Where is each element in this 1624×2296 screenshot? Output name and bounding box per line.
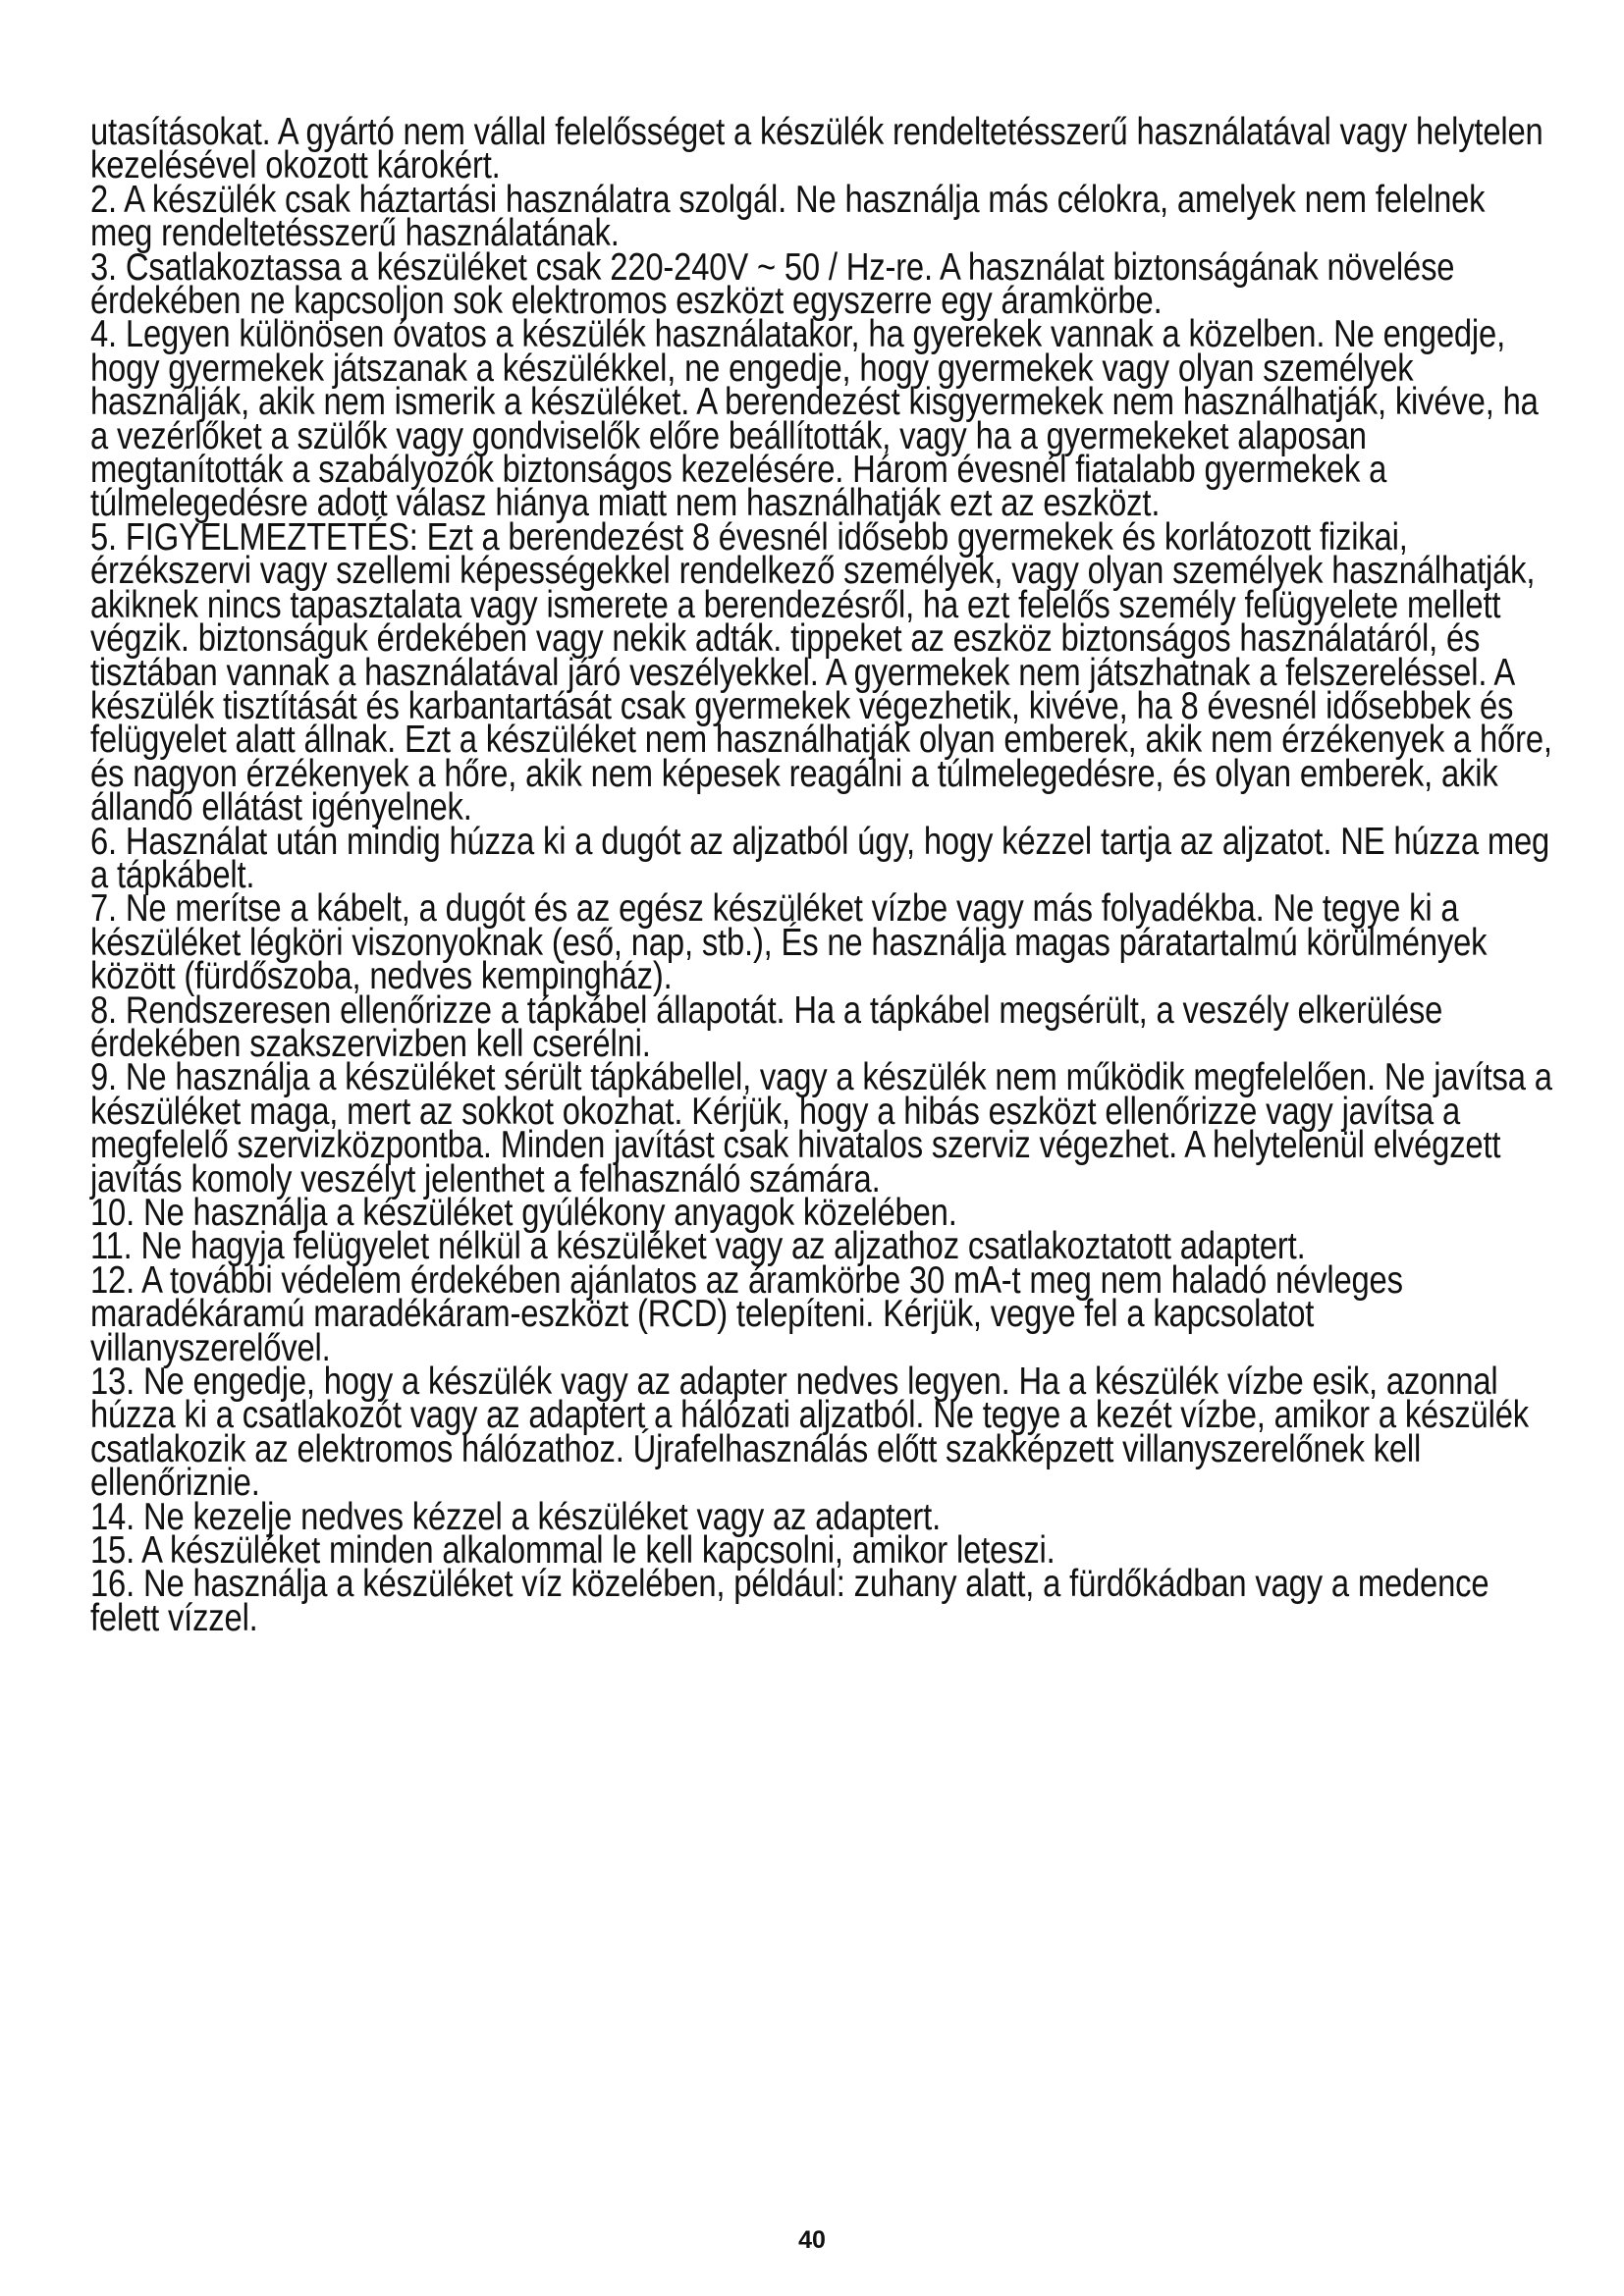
- paragraph-item-14: 14. Ne kezelje nedves kézzel a készüléket vagy az adaptert.: [90, 1495, 942, 1538]
- paragraph-item-6: 6. Használat után mindig húzza ki a dugót az aljzatból úgy, hogy kézzel tartja az aljzatot. NE húzza meg a tápkábelt.: [90, 820, 1550, 896]
- page-number: 40: [798, 2226, 826, 2254]
- paragraph-item-4: 4. Legyen különösen óvatos a készülék használatakor, ha gyerekek vannak a közelben. Ne engedje, hogy gyermekek játszanak a készülékkel, ne engedje, hogy gyermekek vagy olyan személyek használják, akik nem ismerik a készüléket. A berendezést kisgyermekek nem használhatják, kivéve, ha a vezérlőket a szülők vagy gondviselők előre beállították, vagy ha a gyermekeket alaposan megtanították a szabályozók biztonságos kezelésére. Három évesnél fiatalabb gyermekek a túlmelegedésre adott válasz hiánya miatt nem használhatják ezt az eszközt.: [90, 313, 1539, 525]
- paragraph-item-2: 2. A készülék csak háztartási használatra szolgál. Ne használja más célokra, amelyek nem felelnek meg rendeltetésszerű használatának.: [90, 178, 1486, 255]
- paragraph-item-12: 12. A további védelem érdekében ajánlatos az áramkörbe 30 mA-t meg nem haladó névleges maradékáramú maradékáram-eszközt (RCD) telepíteni. Kérjük, vegye fel a kapcsolatot villanyszerelővel.: [90, 1258, 1403, 1369]
- paragraph-item-5-warning: 5. FIGYELMEZTETÉS: Ezt a berendezést 8 évesnél idősebb gyermekek és korlátozott fizikai, érzékszervi vagy szellemi képességekkel rendelkező személyek, vagy olyan személyek használhatják, akiknek nincs tapasztalata vagy ismerete a berendezésről, ha ezt felelős személy felügyelete mellett végzik. biztonságuk érdekében vagy nekik adták. tippeket az eszköz biztonságos használatáról, és tisztában vannak a használatával járó veszélyekkel. A gyermekek nem játszhatnak a felszereléssel. A készülék tisztítását és karbantartását csak gyermekek végezhetik, kivéve, ha 8 évesnél idősebbek és felügyelet alatt állnak. Ezt a készüléket nem használhatják olyan emberek, akik nem érzékenyek a hőre, és nagyon érzékenyek a hőre, akik nem képesek reagálni a túlmelegedésre, és olyan emberek, akik állandó ellátást igényelnek.: [90, 515, 1552, 829]
- paragraph-item-7: 7. Ne merítse a kábelt, a dugót és az egész készüléket vízbe vagy más folyadékba. Ne tegye ki a készüléket légköri viszonyoknak (eső, nap, stb.), És ne használja magas páratartalmú körülmények között (fürdőszoba, nedves kempingház).: [90, 887, 1488, 998]
- paragraph-item-11: 11. Ne hagyja felügyelet nélkül a készüléket vagy az aljzathoz csatlakoztatott adaptert.: [90, 1225, 1306, 1268]
- paragraph-item-13: 13. Ne engedje, hogy a készülék vagy az adapter nedves legyen. Ha a készülék vízbe esik, azonnal húzza ki a csatlakozót vagy az adaptert a hálózati aljzatból. Ne tegye a kezét vízbe, amikor a készülék csatlakozik az elektromos hálózathoz. Újrafelhasználás előtt szakképzett villanyszerelőnek kell ellenőriznie.: [90, 1361, 1529, 1505]
- paragraph-item-9: 9. Ne használja a készüléket sérült tápkábellel, vagy a készülék nem működik megfelelően. Ne javítsa a készüléket maga, mert az sokkot okozhat. Kérjük, hogy a hibás eszközt ellenőrizze vagy javítsa a megfelelő szervizközpontba. Minden javítást csak hivatalos szerviz végezhet. A helytelenül elvégzett javítás komoly veszélyt jelenthet a felhasználó számára.: [90, 1056, 1552, 1201]
- paragraph-item-15: 15. A készüléket minden alkalommal le kell kapcsolni, amikor leteszi.: [90, 1529, 1056, 1573]
- paragraph-item-3: 3. Csatlakoztassa a készüléket csak 220-240V ~ 50 / Hz-re. A használat biztonságának növelése érdekében ne kapcsoljon sok elektromos eszközt egyszerre egy áramkörbe.: [90, 245, 1455, 323]
- paragraph-item-8: 8. Rendszeresen ellenőrizze a tápkábel állapotát. Ha a tápkábel megsérült, a veszély elkerülése érdekében szakszervizben kell cserélni.: [90, 988, 1443, 1065]
- instructions-body: [90, 111, 1553, 1639]
- paragraph-item-10: 10. Ne használja a készüléket gyúlékony anyagok közelében.: [90, 1192, 957, 1234]
- paragraph-intro-continued: utasításokat. A gyártó nem vállal felelősséget a készülék rendeltetésszerű használatával vagy helytelen kezelésével okozott károkért.: [90, 111, 1543, 187]
- paragraph-item-16: 16. Ne használja a készüléket víz közelében, például: zuhany alatt, a fürdőkádban vagy a medence felett vízzel.: [90, 1563, 1489, 1639]
